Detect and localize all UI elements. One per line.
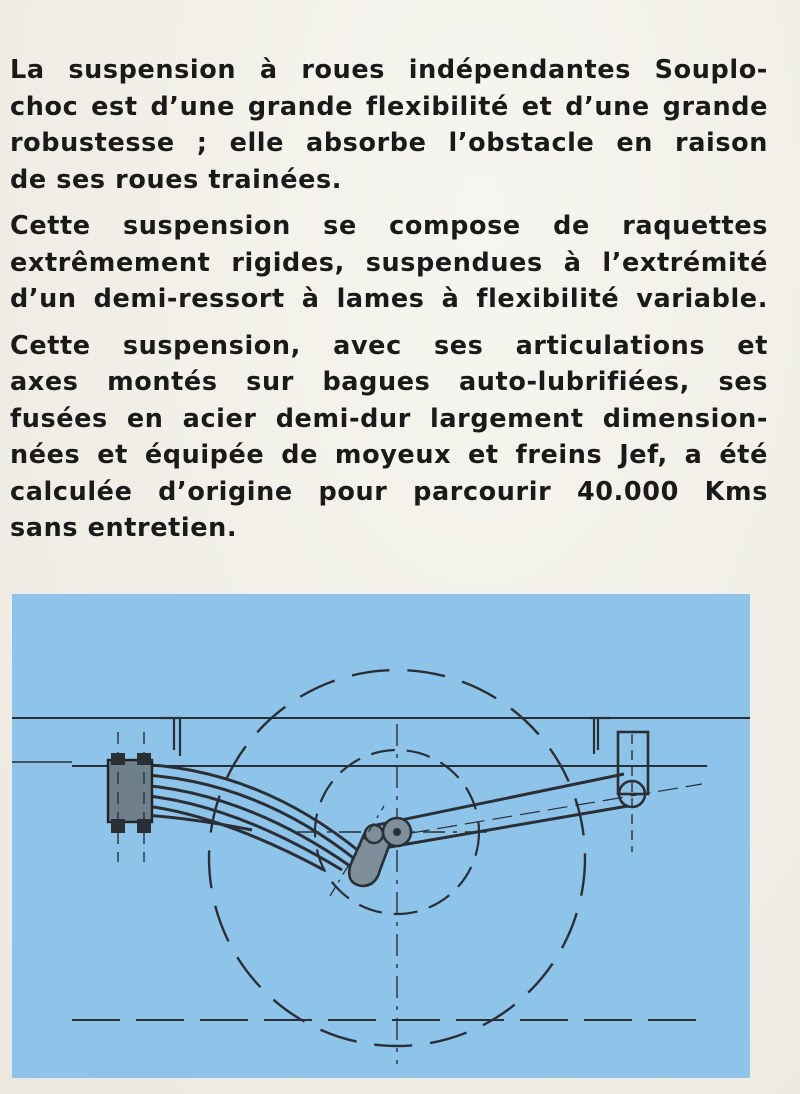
body-text	[10, 52, 768, 557]
text-line: La suspension à roues indépendantes Souplo-	[10, 55, 768, 85]
trailing-arm-lower	[384, 806, 628, 848]
paragraph-2	[10, 208, 768, 318]
suspension-drawing	[12, 594, 750, 1078]
text-line: Cette suspension se compose de raquettes	[10, 211, 768, 241]
shackle-pin	[365, 825, 383, 843]
text-line: choc est d’une grande flexibilité et d’une grande	[10, 91, 768, 122]
left-bracket	[160, 718, 180, 756]
text-line: nées et équipée de moyeux et freins Jef, a été	[10, 440, 768, 470]
stub-axle-center	[393, 828, 401, 836]
text-line: fusées en acier demi-dur largement dimension-	[10, 403, 768, 434]
text-line: axes montés sur bagues auto-lubrifiées, ses	[10, 367, 768, 397]
paragraph-1	[10, 52, 768, 198]
text-line: d’un demi-ressort à lames à flexibilité variable.	[10, 284, 768, 314]
suspension-diagram	[12, 594, 750, 1078]
paragraph-3	[10, 328, 768, 547]
right-bracket	[590, 718, 610, 754]
text-line: Cette suspension, avec ses articulations et	[10, 330, 768, 361]
text-line: robustesse ; elle absorbe l’obstacle en raison	[10, 128, 768, 158]
text-line: extrêmement rigides, suspendues à l’extrémité	[10, 247, 768, 278]
text-line: sans entretien.	[10, 513, 238, 543]
text-line: de ses roues trainées.	[10, 164, 343, 195]
spring-clamp-block	[108, 760, 152, 822]
text-line: calculée d’origine pour parcourir 40.000 Kms	[10, 476, 768, 507]
